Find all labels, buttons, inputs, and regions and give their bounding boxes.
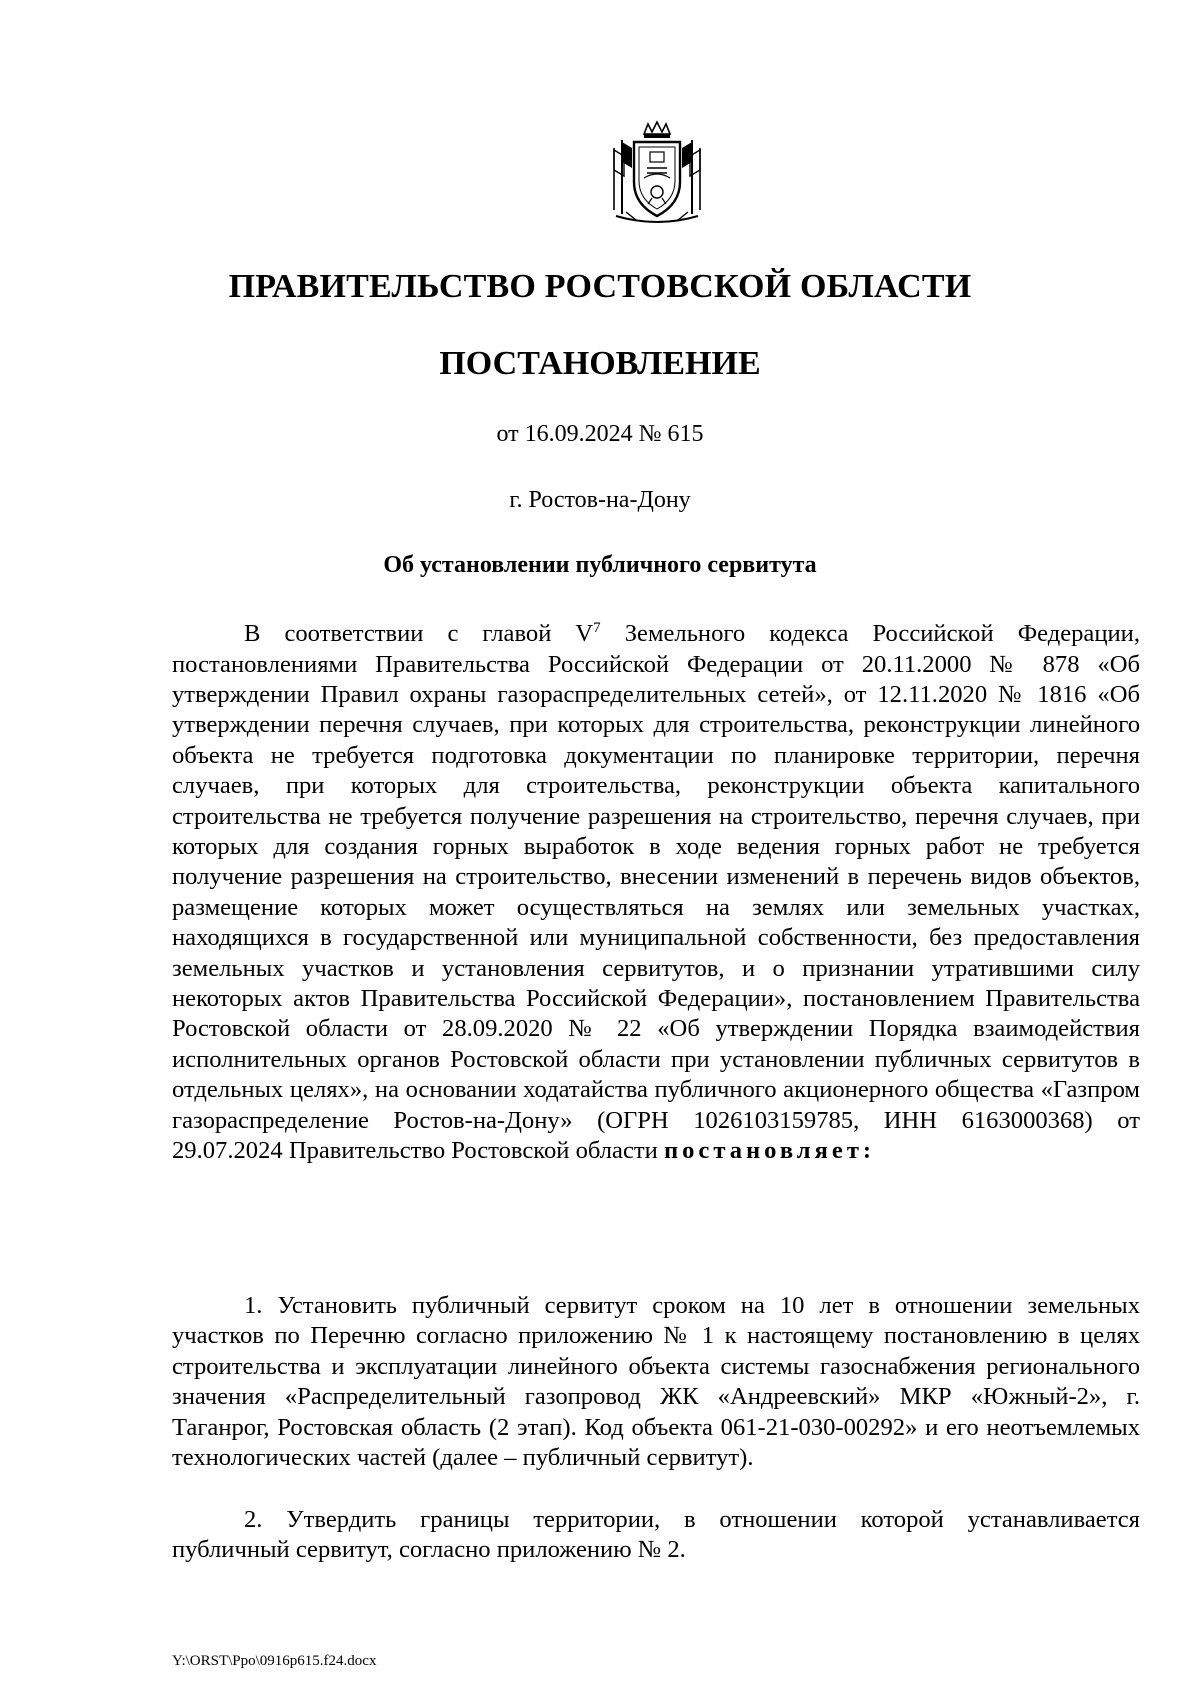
preamble-paragraph <box>172 613 1140 1167</box>
preamble-text-main: Земельного кодекса Российской Федерации, постановлениями Правительства Российской Федерации от 20.11.2000 № 878 «Об утверждении Правил охраны газораспределительных сетей», от 12.11.2020 № 1816 «Об утверждении перечня случаев, при которых для строительства, реконструкции линейного объекта не требуется подготовка документации по планировке территории, перечня случаев, при которых для строительства, реконструкции объекта капитального строительства не требуется получение разрешения на строительство, перечня случаев, при которых для создания горных выработок в ходе ведения горных работ не требуется получение разрешения на строительство, внесении изменений в перечень видов объектов, размещение которых может осуществляться на землях или земельных участках, находящихся в государственной или муниципальной собственности, без предоставления земельных участков и установления сервитутов, и о признании утратившими силу некоторых актов Правительства Российской Федерации», постановлением Правительства Ростовской области от 28.09.2020 № 22 «Об утверждении Порядка взаимодействия исполнительных органов Ростовской области при установлении публичных сервитутов в отдельных целях», на основании ходатайства публичного акционерного общества «Газпром газораспределение Ростов-на-Дону» (ОГРН 1026103159785, ИНН 6163000368) от 29.07.2024 Правительство Ростовской области <box>172 620 1140 1165</box>
document-city: г. Ростов-на-Дону <box>509 487 691 513</box>
preamble-text-start: В соответствии с главой V <box>244 620 594 648</box>
preamble-superscript: 7 <box>593 620 601 636</box>
footer-file-path: Y:\ORST\Ppo\0916p615.f24.docx <box>172 1653 377 1669</box>
item-2-block <box>172 1505 1140 1566</box>
coat-of-arms-icon <box>602 120 712 230</box>
item-paragraph-1: 1. Установить публичный сервитут сроком на 10 лет в отношении земельных участков по Перечню согласно приложению № 1 к настоящему постановлению в целях строительства и эксплуатации линейного объекта системы газоснабжения регионального значения «Распределительный газопровод ЖК «Андреевский» МКР «Южный-2», г. Таганрог, Ростовская область (2 этап). Код объекта 061-21-030-00292» и его неотъемлемых технологических частей (далее – публичный сервитут). <box>172 1292 1140 1472</box>
document-subject: Об установлении публичного сервитута <box>383 552 817 578</box>
resolves-word: постановляет: <box>663 1137 876 1165</box>
item-1-block <box>172 1291 1140 1473</box>
document-type: ПОСТАНОВЛЕНИЕ <box>439 345 761 382</box>
preamble-block <box>172 613 1140 1167</box>
organization-title: ПРАВИТЕЛЬСТВО РОСТОВСКОЙ ОБЛАСТИ <box>228 268 972 305</box>
item-paragraph-2: 2. Утвердить границы территории, в отношении которой устанавливается публичный сервитут, согласно приложению № 2. <box>172 1506 1140 1564</box>
document-date-number: от 16.09.2024 № 615 <box>496 421 704 447</box>
